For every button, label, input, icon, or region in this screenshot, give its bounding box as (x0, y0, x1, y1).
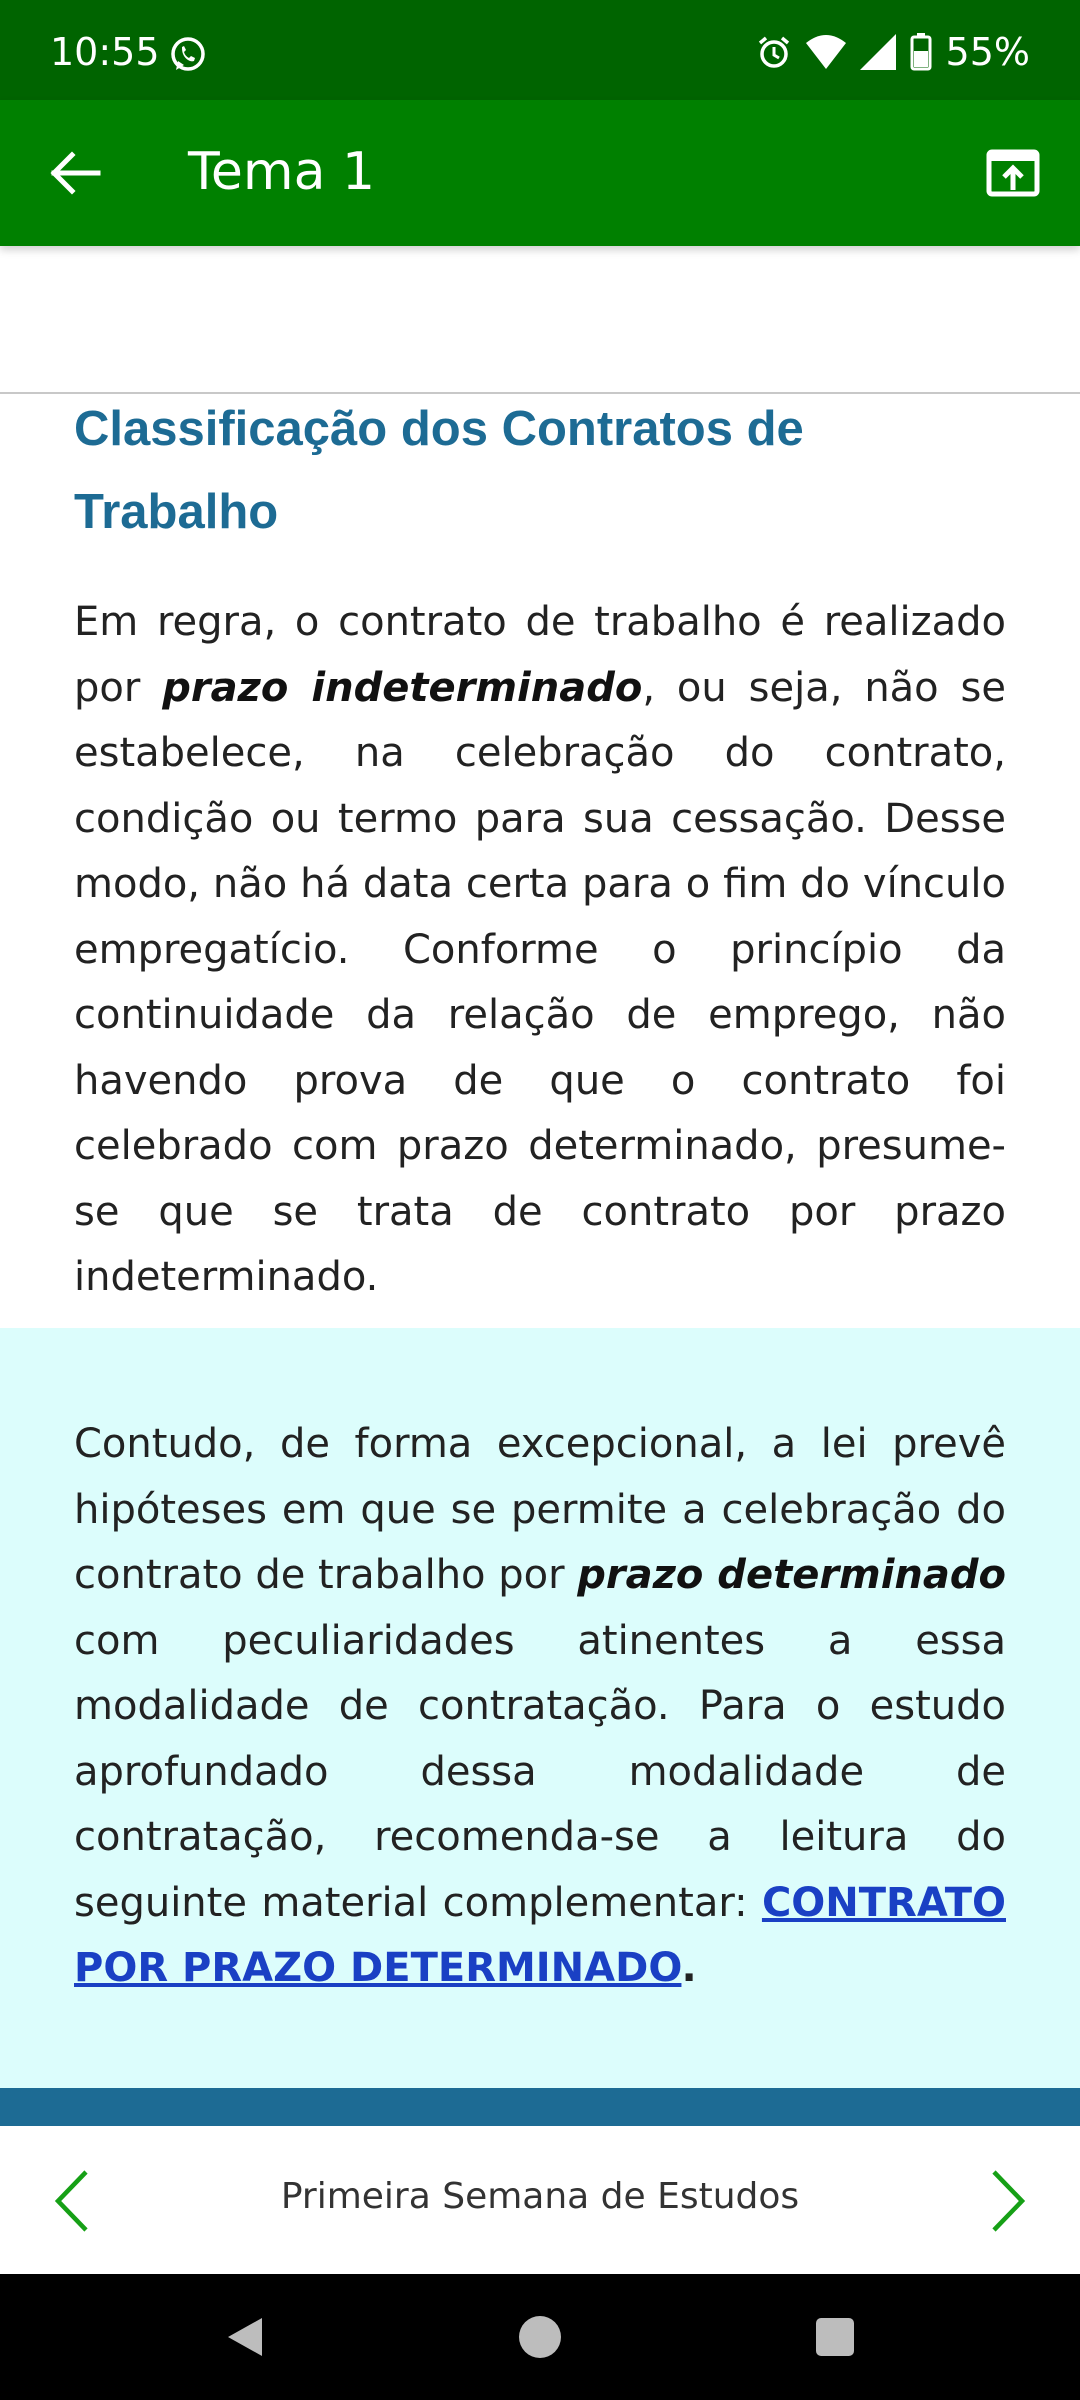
status-time: 10:55 (50, 30, 160, 74)
contrato-prazo-determinado-link[interactable]: CONTRATO POR PRAZO DETERMINADO (74, 1879, 1006, 1991)
battery-icon (910, 33, 932, 71)
para2-period: . (681, 1945, 697, 1991)
chevron-right-icon[interactable] (988, 2168, 1028, 2234)
para2-emphasis: prazo determinado (577, 1552, 1007, 1598)
section-heading: Classificação dos Contratos de Trabalho (74, 402, 804, 539)
para1-emphasis: prazo indeterminado (162, 664, 643, 711)
bottom-nav-label: Primeira Semana de Estudos (280, 2176, 800, 2217)
recents-square-icon[interactable] (812, 2314, 858, 2360)
paragraph-prazo-determinado (74, 1412, 1006, 2002)
paragraph-prazo-indeterminado (74, 590, 1006, 1311)
para2-text-middle: com peculiaridades atinentes a essa modalidade de contratação. Para o estudo aprofundado dessa modalidade de contratação, recomenda-se a leitura do seguinte material complementar: (74, 1617, 1006, 1926)
battery-percentage: 55% (945, 30, 1030, 74)
wifi-icon (806, 35, 846, 69)
app-bar (0, 100, 1080, 246)
alarm-icon (756, 34, 792, 70)
open-in-browser-icon[interactable] (984, 144, 1042, 202)
arrow-left-icon[interactable] (48, 145, 104, 201)
system-navigation-bar (0, 2274, 1080, 2400)
bottom-navigation (0, 2126, 1080, 2274)
section-footer-bar (0, 2088, 1080, 2126)
home-circle-icon[interactable] (517, 2314, 563, 2360)
para1-text-start: Em regra, o contrato de trabalho é realizado por (74, 599, 1006, 711)
para2-text-start: Contudo, de forma excepcional, a lei prevê hipóteses em que se permite a celebração do contrato de trabalho por (74, 1421, 1006, 1598)
back-triangle-icon[interactable] (222, 2314, 268, 2360)
status-bar (0, 0, 1080, 100)
para1-text-end: , ou seja, não se estabelece, na celebração do contrato, condição ou termo para sua cessação. Desse modo, não há data certa para o fim do vínculo empregatício. Conforme o princípio da continuidade da relação de emprego, não havendo prova de que o contrato foi celebrado com prazo determinado, presume-se que se trata de contrato por prazo indeterminado. (74, 664, 1006, 1300)
page-title: Tema 1 (188, 142, 376, 202)
signal-icon (860, 34, 896, 70)
whatsapp-icon (168, 34, 208, 74)
